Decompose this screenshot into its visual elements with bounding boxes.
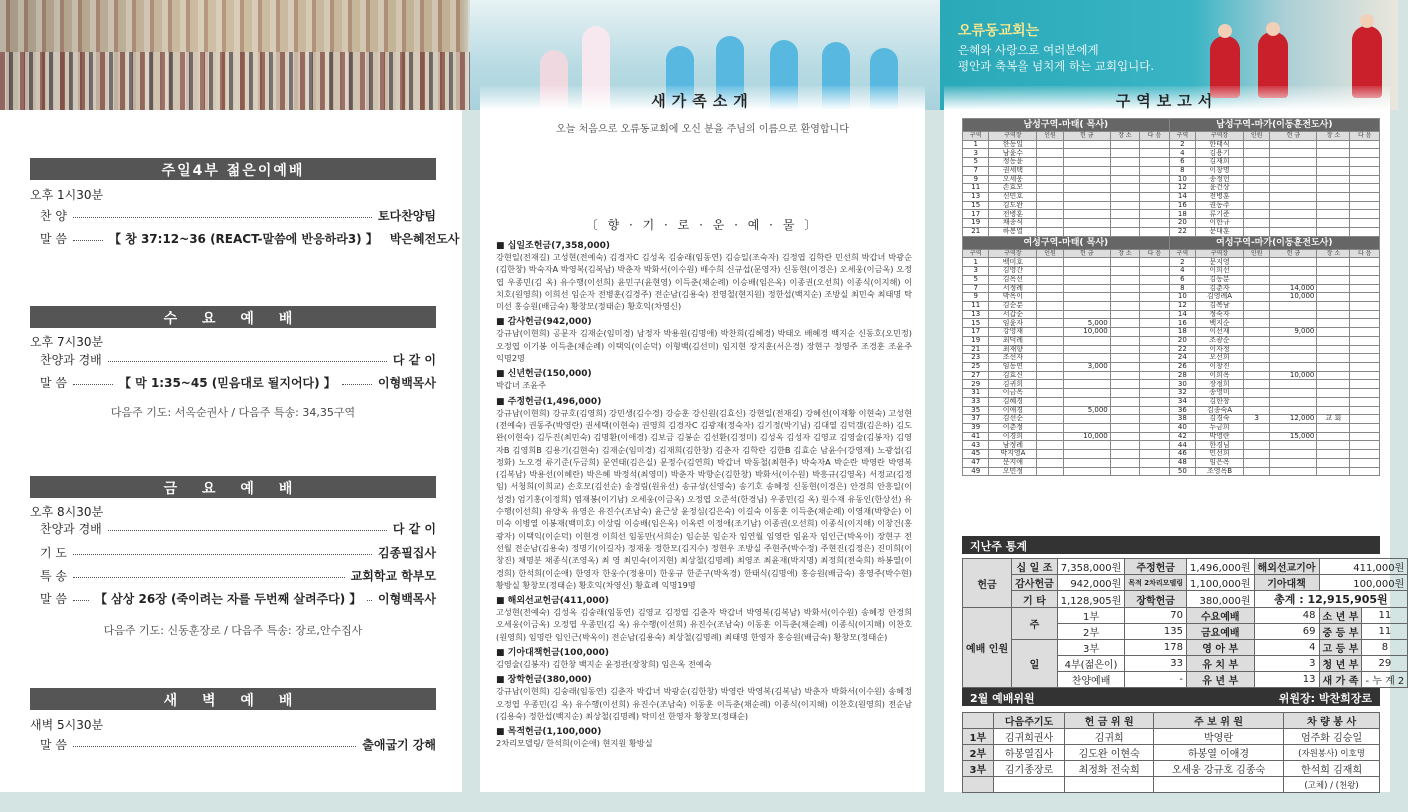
service-row: 찬양과 경배 다 같 이 — [40, 521, 436, 536]
district-row: 1 백미호 2 문지영 — [963, 258, 1380, 267]
district-row: 3 남윤수 4 김용기 — [963, 149, 1380, 158]
service-title: 주일4부 젊은이예배 — [30, 158, 436, 180]
district-row: 35 이애경 5,000 36 김종숙A — [963, 406, 1380, 415]
district-row: 7 권세택 8 이창명 — [963, 166, 1380, 175]
offering-donors: 강규남(이현희) 공문자 김재순(임미경) 남정자 박용원(김명애) 박찬희(김혜경) 박태오 배혜경 백지순 신동호(오민정) 오정엽 이기봉 이득춘(채순례) 이택익(이순덕) 이형백(김선미) 임지현 장지훈(서은경) 장현구 정영주 조경훈 조윤주 익명2명 — [496, 328, 912, 364]
service-note: 다음주 기도: 신동훈장로 / 다음주 특송: 장로,안수집사 — [103, 624, 363, 637]
offering-name: ■ 감사헌금(942,000) — [496, 317, 592, 328]
district-row: 23 조선자 24 오선희 — [963, 354, 1380, 363]
tab-newcomers: 새가족소개 — [480, 86, 925, 110]
district-row: 9 오세웅 10 송정헌 — [963, 175, 1380, 184]
offering-list — [496, 236, 912, 750]
stats-title: 지난주 통계 — [962, 536, 1380, 554]
district-row: 11 손효모 12 윤건상 — [963, 184, 1380, 193]
district-row: 29 김귀희 30 장정희 — [963, 380, 1380, 389]
district-row: 13 신민호 14 전병훈 — [963, 193, 1380, 202]
offering-name: ■ 십일조헌금(7,358,000) — [496, 241, 611, 251]
service-row: 기 도 김종필집사 — [40, 545, 436, 560]
district-row: 47 문지애 48 임은옥 — [963, 458, 1380, 467]
service-time: 오후 8시30분 — [30, 505, 104, 519]
district-header: 남성구역-마태( 목사) — [963, 119, 1170, 132]
service-title: 금 요 예 배 — [30, 476, 436, 498]
offering-name: ■ 장학헌금(380,000) — [496, 675, 592, 686]
offering-item — [496, 314, 912, 364]
slogan-line1: 은혜와 사랑으로 여러분에게 — [958, 43, 1099, 57]
offering-name: ■ 목적헌금(1,100,000) — [496, 727, 602, 738]
district-row: 17 강영재 10,000 18 이선재 9,000 — [963, 328, 1380, 337]
service-note: 다음주 기도: 서옥순권사 / 다음주 특송: 34,35구역 — [110, 406, 356, 419]
district-row: 9 박옥이 10 김영례A 10,000 — [963, 293, 1380, 302]
offering-donors: 박갑녀 조윤주 — [496, 380, 547, 391]
offering-donors: 강규남(이현희) 강규호(김영희) 강민생(김수경) 강승훈 강신원(김효신) 강현일(전재길) 강혜선(이재황 이현숙) 고성현(전예숙) 권동주(박영란) 권세택(이현숙) 권영희 김경자C 김광재(정숙자) 김기정(박기님) 김대열 김덕갬(김은하) 김도완(이현숙) 김두진(최민숙) 김명환(이애경) 김보금 김봉순 김선환(김정미) 김성옥 김성자 김영교 김영술(김봉자) 김영자B 김영희B 김용기(김현숙) 김재순(임미경) 김재희(김한창) 김춘자 김학란 김한B 김효순 남윤수(강영재) 노광섭(김정화) 노오경 류기준(두금희) 문연태(김은실) 문정수(김연희) 박갑녀 박동철(최현주) 박숙자A 박순란 박영란 박영복(김복남) 박용선(이혜란) 박은혜 박정석(최영미) 박춘자 박향순(김한창) 박화서(이수원) 박흥규(김영옥) 서정교(김정임) 서청희(이희교) 손호모(김선순) 송경림(원유선) 송규성(신영숙) 송기호 송혜정 신동현(이경은) 안경희 안흥일(이성경) 엄기홍(이정희) 염재봉(이기남) 오세웅(이금옥) 오정엽 오준석(한경님) 우종민(김 옥) 원수재 유동인(한상선) 유수행(이선희) 유양옥 유영은 유진수(조남숙) 윤근상 윤정심(김은숙) 이길숙 이동훈 이득춘(채순례) 이영재(박향순) 이미숙 이병열 이봉재(백미호) 이상림 이승배(임은옥) 이옥련 이정애(조기남) 이종권(오선희) 이종식(이지해) 이창건(홍광자) 이택익(이순덕) 이현경 이희선 임동만(서희순) 임순분 임순자 임연월 임영란 임윤자 임인근(박옥이) 장현구 전선월 전순남(김용숙) 정명기(이길자) 정재웅 정한모(김지수) 정현우 조방실 주현주(박수정) 주현진(김정은) 진미희(이창진) 채명분 채종식(조영옥) 최 영 최민숙(이지현) 최상철(김명례) 최영조 최윤재(박지명) 최정희(전숙희) 하봉열(이경희) 한석희(이순애) 한영자 한웅수(정용미) 한웅규 한준구(박옥경) 한태식(김명애) 홍승원(배금숙) 홍영주(박수현) 황방실 황창모(정태순) 황호익(차영신) 황효례 익명19명 — [496, 407, 912, 590]
worship-committee-title: 2월 예배위원 위원장: 박찬희장로 — [962, 688, 1380, 706]
district-row: 3 김영간 4 이희선 — [963, 267, 1380, 276]
offering-item — [496, 724, 912, 749]
district-header: 여성구역-마가(이동훈전도사) — [1169, 236, 1379, 249]
offering-donors: 강규남(이현희) 김숭래(임동연) 김춘자 박갑녀 박광순(김한창) 박영란 박영복(김복남) 박춘자 박화서(이수원) 송혜정 오정엽 우종민(김 옥) 유수행(이선희) 유진수(조남숙) 이동훈 이득춘(채순례) 이종식(이지해) 이찬호(원영희) 전순남(김용숙) 정한섭(백지순) 최상철(김명례) 탁미선 한영자 황창모(정태순) — [496, 686, 912, 721]
service-time: 오후 1시30분 — [30, 188, 104, 202]
offering-title: 〔 향 · 기 · 로 · 운 · 예 · 물 〕 — [585, 218, 820, 232]
worship-committee-table: 다음주기도 헌 금 위 원 주 보 위 원 차 량 봉 사 1부 김귀희권사 김귀희 박영란 엄주화 김승일 2부 하봉열집사 김도완 이현숙 하봉열 이애경 (자원봉사) 이호명 3부 김기종장로 최정화 전숙희 오세웅 강규호 김종숙 한석희 김재희 (고체) / (천왕) — [962, 712, 1380, 793]
services-panel — [0, 110, 462, 792]
service-row: 찬양과 경배 다 같 이 — [40, 352, 436, 367]
district-row: 13 서갑순 14 정숙자 — [963, 310, 1380, 319]
service-title: 새 벽 예 배 — [30, 688, 436, 710]
district-row: 25 임동연 3,000 26 이창진 — [963, 362, 1380, 371]
district-row: 37 김선순 38 김경숙 3 12,000 교 회 — [963, 415, 1380, 424]
district-row: 7 서정례 8 김춘자 14,000 — [963, 284, 1380, 293]
district-row: 43 남정례 44 한경님 — [963, 441, 1380, 450]
district-row: 33 김혜경 34 김한창 — [963, 397, 1380, 406]
offering-item — [496, 238, 912, 312]
offering-item — [496, 593, 912, 643]
newcomers-intro: 오늘 처음으로 오류동교회에 오신 분을 주님의 이름으로 환영합니다 — [556, 124, 849, 135]
service-row: 특 송 교회학교 학부모 — [40, 568, 436, 583]
offering-donors: 고성현(전예숙) 김성옥 김숭래(임동연) 김영교 김정엽 김춘자 박갑녀 박영복(김복남) 박화서(이수원) 송혜정 안경희 오세웅(이금옥) 오정엽 우종민(김 옥) 유수행(이선희) 유진수(조남숙) 이동훈 이득춘(채순례) 이종식(이지해) 이찬호(원영희) 임명란 임인근(박옥이) 전순남(김용숙) 최상철(김명례) 최태명 한영자 홍승원(배금숙) 황창모(정태순) — [496, 607, 912, 642]
stats-table: 헌금 십 일 조 7,358,000원 주정헌금 1,496,000원 해외선교기아 411,000원 감사헌금 942,000원 목적 2차리모델링 1,100,000원 기아대책 100,000원 기 타 1,128,905원 장학헌금 380,000원 총계 : 12,915,905원 예배 인원 주 1부 70 수요예배 48 소 년 부 11 2부 135 금요예배 69 중 등 부 11 일 3부 178 영 아 부 4 고 등 부 8 4부(젊은이) 33 유 치 부 3 청 년 부 29 찬양예배 - 유 년 부 13 새 가 족 - 누 계 2 — [962, 558, 1408, 688]
district-table: 남성구역-마태( 목사) 남성구역-마가(이동훈전도사) 구역 구역장 인원 헌 금 장 소 다 음 구역 구역장 인원 헌 금 장 소 다 음 1 한동일 2 한태식 3 남윤수 4 김용기 5 정동윤 6 김재희 7 권세택 8 이창명 9 오세웅 10 송정헌 11 손효모 12 윤건상 13 신민호 14 전병훈 15 김도완 16 권동주 17 전병훈 18 류기준 19 채종식 20 이한규 21 하봉열 22 문대훈 여성구역-마태( 목사) 여성구역-마가(이동훈전도사) 구역 구역장 인원 헌 금 장 소 다 음 구역 구역장 인원 헌 금 장 소 다 음 1 백미호 2 문지영 3 김영간 4 이희선 5 김옥선 6 김동분 7 서정례 8 김춘자 14,000 9 박옥이 10 김영례A 10,000 11 김순분 12 김복남 13 서갑순 14 정숙자 15 임윤자 5,000 16 백지순 17 강영재 10,000 18 이선재 9,000 19 최덕례 20 조광순 21 최재향 22 이자정 23 조선자 24 오선희 25 임동연 3,000 26 이창진 27 김효신 28 이희옥 10,000 29 김귀희 30 장정희 31 이금옥 32 송영미 33 김혜경 34 김한창 35 이애경 5,000 36 김종숙A 37 김선순 38 김경숙 3 12,000 교 회 39 이춘정 40 두금희 41 이경희 10,000 42 박영란 15,000 43 남정례 44 한경님 45 박지영A 46 민선희 47 문지애 48 임은옥 49 오민정 50 조영옥B — [962, 118, 1380, 476]
district-row: 1 한동일 2 한태식 — [963, 140, 1380, 149]
service-row: 말 씀 【 막 1:35~45 (믿음대로 될지어다) 】 이형백목사 — [40, 375, 436, 390]
service-row: 말 씀 【 삼상 26장 (죽이려는 자를 두번째 살려주다) 】 이형백목사 — [40, 591, 436, 606]
service-time: 새벽 5시30분 — [30, 718, 104, 732]
district-row: 11 김순분 12 김복남 — [963, 301, 1380, 310]
district-row: 31 이금옥 32 송영미 — [963, 389, 1380, 398]
district-row: 49 오민정 50 조영옥B — [963, 467, 1380, 476]
slogan-title: 오류동교회는 — [958, 23, 1040, 39]
offering-item — [496, 366, 912, 391]
offering-name: ■ 신년헌금(150,000) — [496, 369, 592, 380]
district-row: 5 김옥선 6 김동분 — [963, 275, 1380, 284]
district-row: 41 이경희 10,000 42 박영란 15,000 — [963, 432, 1380, 441]
service-title: 수 요 예 배 — [30, 306, 436, 328]
slogan-line2: 평안과 축복을 넘치게 하는 교회입니다. — [958, 59, 1155, 73]
newcomers-panel — [480, 110, 925, 792]
district-row: 19 채종식 20 이한규 — [963, 219, 1380, 228]
district-row: 21 하봉열 22 문대훈 — [963, 227, 1380, 236]
district-row: 19 최덕례 20 조광순 — [963, 336, 1380, 345]
district-row: 45 박지영A 46 민선희 — [963, 450, 1380, 459]
district-row: 17 전병훈 18 류기준 — [963, 210, 1380, 219]
district-header: 남성구역-마가(이동훈전도사) — [1169, 119, 1379, 132]
district-row: 39 이춘정 40 두금희 — [963, 424, 1380, 433]
district-row: 27 김효신 28 이희옥 10,000 — [963, 371, 1380, 380]
offering-item — [496, 394, 912, 591]
service-row: 말 씀 출애굽기 강해 — [40, 737, 436, 752]
district-row: 5 정동윤 6 김재희 — [963, 158, 1380, 167]
district-row: 15 김도완 16 권동주 — [963, 201, 1380, 210]
offering-donors: 김영술(김봉자) 김한창 백지순 윤정관(장창희) 임은옥 전예숙 — [496, 659, 712, 670]
offering-donors: 2차리모델링/ 한석희(이순애) 현지원 황방실 — [496, 738, 653, 749]
offering-name: ■ 해외선교헌금(411,000) — [496, 596, 610, 607]
offering-donors: 강현일(전재길) 고성현(전예숙) 김경자C 김성옥 김숭래(임동연) 김승일(조숙자) 김정엽 김학란 민선희 박갑녀 박광순(김한창) 박숙자A 박영복(김복남) 박춘자 박화서(이수원) 배수희 신규섭(문영자) 신동현(이경은) 오세웅(이금옥) 오정엽 우종민(김 옥) 유수행(이선희) 윤민구(윤현영) 이득춘(채순례) 이승배(임은옥) 이종권(오선희) 이종식(이지해) 이치호(원영희) 이희선 임순자 전병훈(김경주) 전순남(김용숙) 전영철(현지원) 정한섭(백지순) 조방실 최민숙 최태명 탁미선 홍승원(배금숙) 황창모(정태순) 황호익(차영신) — [496, 252, 912, 312]
offering-name: ■ 주정헌금(1,496,000) — [496, 396, 602, 407]
tab-district-report: 구역보고서 — [944, 86, 1390, 110]
banner — [0, 0, 1398, 110]
service-row: 찬 양 토다찬양팀 — [40, 208, 436, 223]
district-panel — [944, 110, 1405, 792]
service-row: 말 씀 【 창 37:12~36 (REACT-말씀에 반응하라3) 】 박은혜전도사 — [40, 231, 460, 246]
district-row: 21 최재향 22 이자정 — [963, 345, 1380, 354]
district-header: 여성구역-마태( 목사) — [963, 236, 1170, 249]
service-time: 오후 7시30분 — [30, 335, 104, 349]
offering-item — [496, 645, 912, 670]
district-row: 15 임윤자 5,000 16 백지순 — [963, 319, 1380, 328]
offering-item — [496, 672, 912, 722]
offering-name: ■ 기아대책헌금(100,000) — [496, 648, 610, 659]
